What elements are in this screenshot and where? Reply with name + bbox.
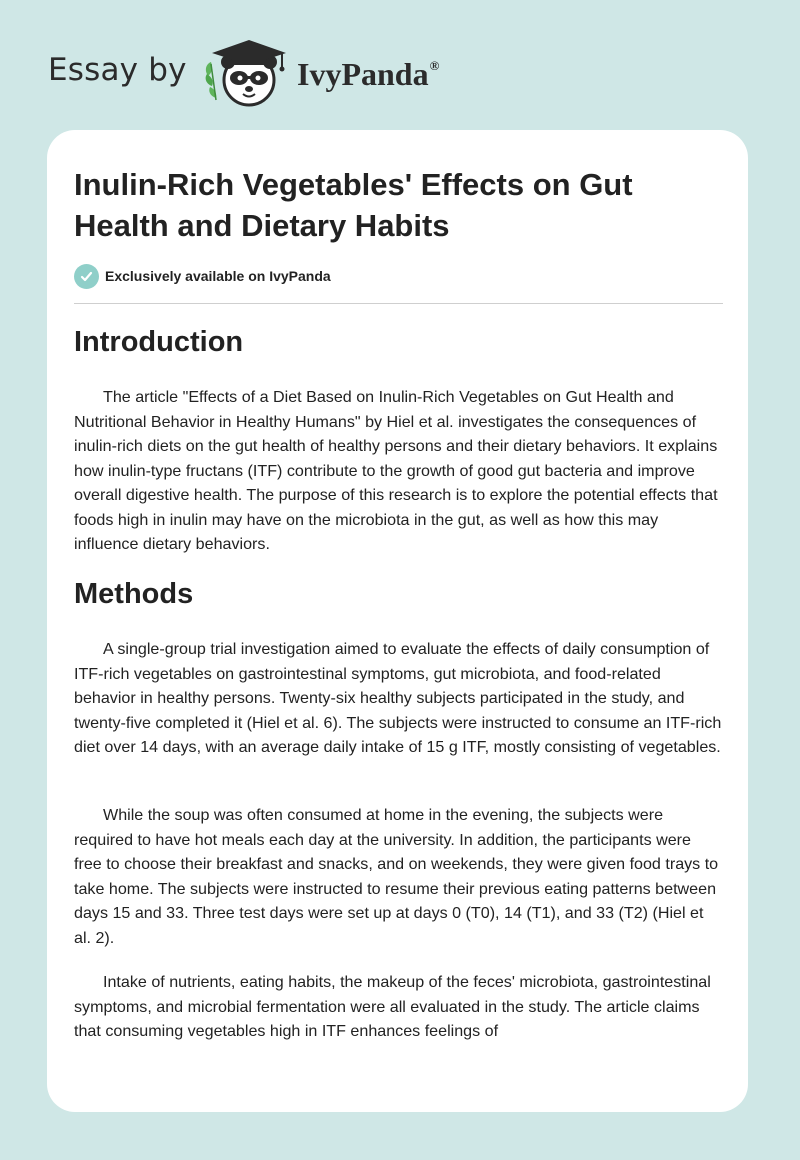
exclusive-badge bbox=[74, 263, 331, 289]
divider bbox=[74, 303, 723, 304]
badge-text: Exclusively available on IvyPanda bbox=[105, 268, 331, 284]
paragraph: While the soup was often consumed at home in the evening, the subjects were required to have hot meals each day at the university. In addition, the participants were free to choose their breakfast and snacks, and on weekends, they were given food trays to take home. The subjects were instructed to resume their previous eating patterns between days 15 and 33. Three test days were set up at days 0 (T0), 14 (T1), and 33 (T2) (Hiel et al. 2). bbox=[74, 806, 719, 947]
panda-graduate-icon[interactable] bbox=[202, 36, 292, 108]
registered-mark: ® bbox=[429, 58, 440, 73]
essay-title: Inulin-Rich Vegetables' Effects on Gut Health and Dietary Habits bbox=[74, 167, 633, 243]
essay-card bbox=[47, 130, 748, 1112]
paragraph: Intake of nutrients, eating habits, the makeup of the feces' microbiota, gastrointestinal symptoms, and microbial fermentation were all evaluated in the study. The article claims that consuming vegetables high in ITF enhances feelings of bbox=[74, 973, 711, 1040]
essay-by-label: Essay by bbox=[48, 52, 187, 88]
paragraph: A single-group trial investigation aimed to evaluate the effects of daily consumption of ITF-rich vegetables on gastrointestinal symptoms, gut microbiota, and food-related behavior in healthy persons. Twenty-six healthy subjects participated in the study, and twenty-five completed it (Hiel et al. 6). The subjects were instructed to consume an ITF-rich diet over 14 days, with an average daily intake of 15 g ITF, mostly consisting of vegetables. bbox=[74, 640, 722, 756]
brand-name[interactable]: IvyPanda® bbox=[297, 56, 440, 92]
check-circle-icon bbox=[74, 264, 99, 289]
section-heading-methods: Methods bbox=[74, 578, 194, 610]
section-heading-introduction: Introduction bbox=[74, 326, 244, 358]
site-header bbox=[0, 0, 800, 130]
paragraph: The article "Effects of a Diet Based on Inulin-Rich Vegetables on Gut Health and Nutritional Behavior in Healthy Humans" by Hiel et al. investigates the consequences of inulin-rich diets on the gut health of healthy persons and their dietary behaviors. It explains how inulin-type fructans (ITF) contribute to the growth of good gut bacteria and improve overall digestive health. The purpose of this research is to explore the potential effects that foods high in inulin may have on the microbiota in the gut, as well as how this may influence dietary behaviors. bbox=[74, 388, 718, 553]
